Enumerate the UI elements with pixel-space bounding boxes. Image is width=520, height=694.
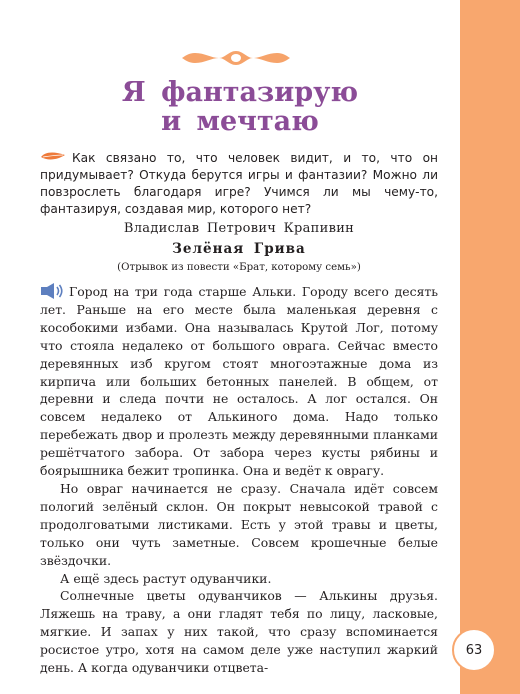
- work-title: Зелёная Грива: [172, 241, 306, 257]
- section-title-line2: и мечтаю: [161, 106, 319, 137]
- story-paragraph: [40, 282, 438, 480]
- author-name: Владислав Петрович Крапивин: [123, 221, 355, 236]
- story-text: [40, 282, 438, 677]
- story-paragraph: А ещё здесь растут одуванчики.: [60, 570, 272, 586]
- story-paragraph: Солнечные цветы одуванчиков — Алькины друзья. Ляжешь на траву, а они гладят тебя по лицу, ласковые, мягкие. И запах у них такой, что сразу вспоминается росистое утро, хотя на самом деле уже наступил жаркий день. А когда одуванчики отцвета-: [40, 588, 438, 676]
- section-title-line1: Я фантазирую: [121, 77, 359, 108]
- leaf-icon: [40, 151, 66, 161]
- work-subtitle: (Отрывок из повести «Брат, которому семь»): [117, 262, 361, 273]
- section-intro: [40, 150, 438, 218]
- page-number-text: 63: [465, 642, 483, 658]
- title-ornament-icon: [181, 48, 291, 68]
- story-paragraph: Но овраг начинается не сразу. Сначала идёт совсем пологий зелёный склон. Он покрыт невысокой травой с продолговатыми листиками. Есть у этой травы и цветы, только они чуть заметные. Совсем крошечные белые звёздочки.: [40, 480, 438, 568]
- speaker-icon[interactable]: [40, 282, 64, 300]
- page-number: [452, 628, 496, 672]
- story-paragraph-text: Город на три года старше Альки. Городу всего десять лет. Раньше на его месте была маленькая деревня с кособокими избами. Она называлась Крутой Лог, потому что стояла недалеко от большого оврага. Сейчас вместо деревянных изб кругом стоят многоэтажные дома из кирпича или больших бетонных панелей. В общем, от деревни и следа почти не осталось. А лог остался. Он совсем недалеко от Алькиного дома. Надо только перебежать двор и пролезть между деревянными планками решётчатого забора. От забора через кусты рябины и боярышника бежит тропинка. Она и ведёт к оврагу.: [40, 284, 438, 479]
- section-intro-text: Как связано то, что человек видит, и то, что он придумывает? Откуда берутся игры и фантазии? Можно ли повзрослеть благодаря игре? Учимся ли мы чему-то, фантазируя, создавая мир, которого нет?: [40, 151, 438, 216]
- page-edge-bar: [460, 0, 520, 694]
